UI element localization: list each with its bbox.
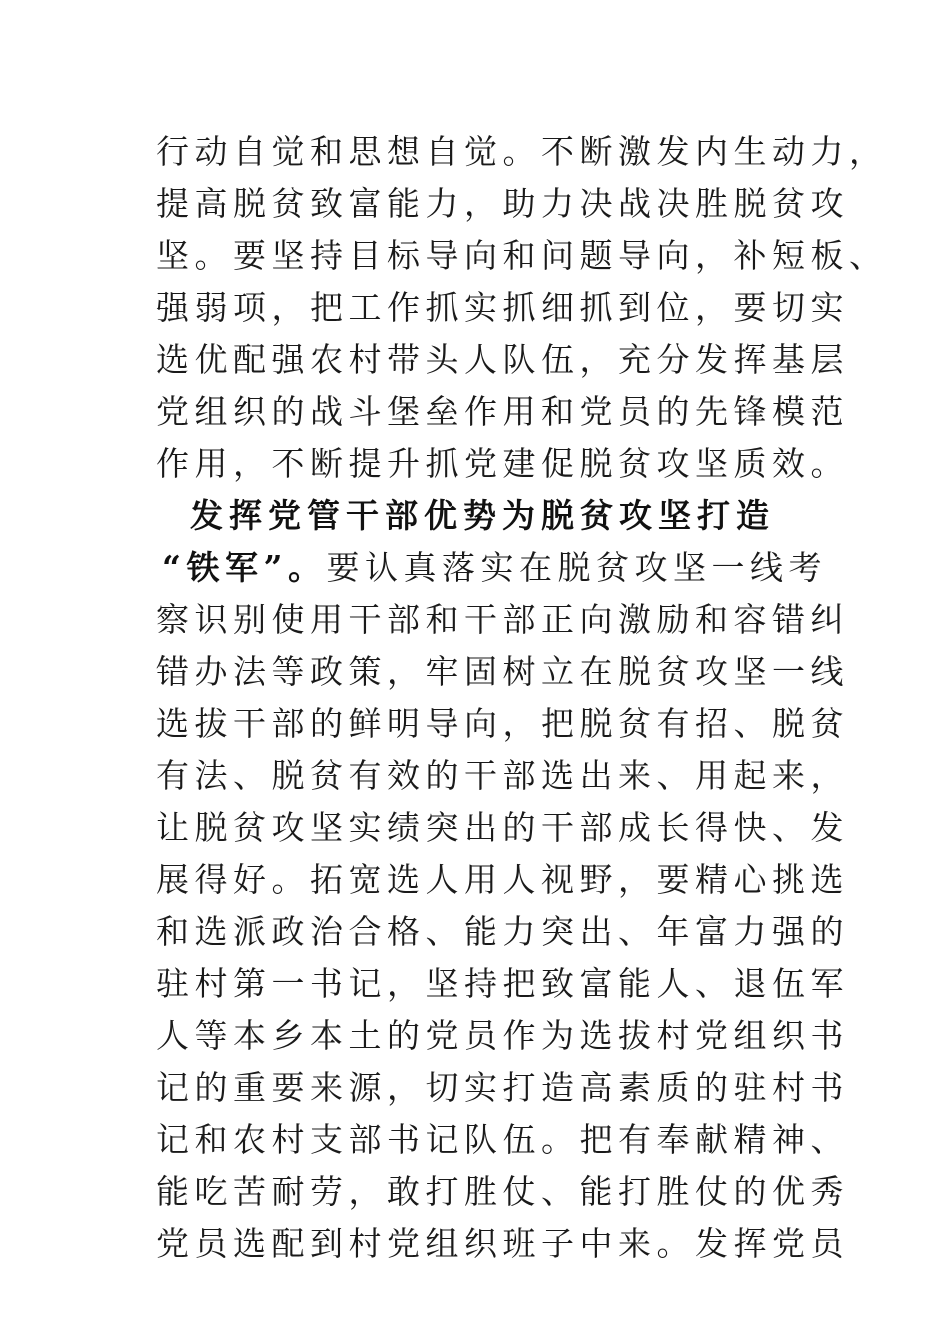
text-line: 记的重要来源，切实打造高素质的驻村书	[156, 1068, 849, 1107]
text-line: 党组织的战斗堡垒作用和党员的先锋模范	[156, 392, 849, 431]
text-line: 有法、脱贫有效的干部选出来、用起来，	[156, 756, 849, 795]
text-line: 强弱项，把工作抓实抓细抓到位，要切实	[156, 288, 849, 327]
text-line: 选拔干部的鲜明导向，把脱贫有招、脱贫	[156, 704, 849, 743]
text-line: 坚。要坚持目标导向和问题导向，补短板、	[156, 236, 888, 275]
heading-bold-text: “铁军”。	[162, 548, 327, 587]
section-heading: 发挥党管干部优势为脱贫攻坚打造	[190, 496, 775, 535]
text-line: 行动自觉和思想自觉。不断激发内生动力，	[156, 132, 888, 171]
text-line: 提高脱贫致富能力，助力决战决胜脱贫攻	[156, 184, 849, 223]
text-line: 驻村第一书记，坚持把致富能人、退伍军	[156, 964, 849, 1003]
text-line: 错办法等政策，牢固树立在脱贫攻坚一线	[156, 652, 849, 691]
text-line: 和选派政治合格、能力突出、年富力强的	[156, 912, 849, 951]
heading-continuation-line	[162, 542, 827, 594]
text-line: 记和农村支部书记队伍。把有奉献精神、	[156, 1120, 849, 1159]
text-line: 展得好。拓宽选人用人视野，要精心挑选	[156, 860, 849, 899]
text-line: 选优配强农村带头人队伍，充分发挥基层	[156, 340, 849, 379]
text-line: 作用，不断提升抓党建促脱贫攻坚质效。	[156, 444, 849, 483]
text-line: 让脱贫攻坚实绩突出的干部成长得快、发	[156, 808, 849, 847]
text-line: 察识别使用干部和干部正向激励和容错纠	[156, 600, 849, 639]
text-line: 能吃苦耐劳，敢打胜仗、能打胜仗的优秀	[156, 1172, 849, 1211]
heading-rest-text: 要认真落实在脱贫攻坚一线考	[326, 548, 827, 587]
text-line: 人等本乡本土的党员作为选拔村党组织书	[156, 1016, 849, 1055]
text-line: 党员选配到村党组织班子中来。发挥党员	[156, 1224, 849, 1263]
